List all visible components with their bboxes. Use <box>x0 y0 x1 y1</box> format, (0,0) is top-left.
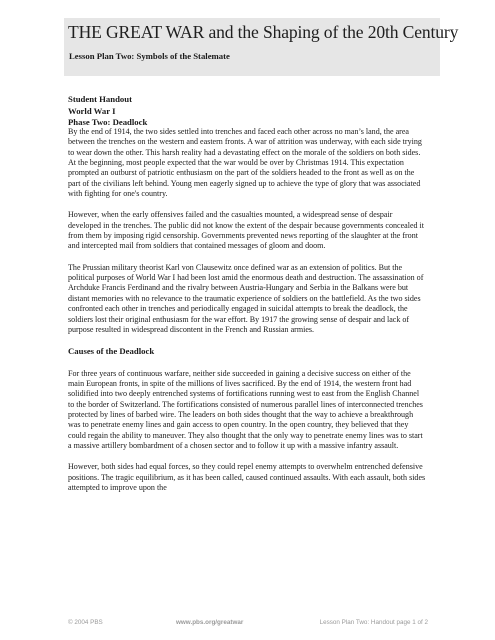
handout-label <box>68 94 147 129</box>
paragraph: By the end of 1914, the two sides settled into trenches and faced each other across no man’s land, the area between the trenches on the western and eastern fronts. A war of attrition was underway, with each side trying to wear down the other. This harsh reality had a devastating effect on the morale of the soldiers on both sides. At the beginning, most people expected that the war would be over by Christmas 1914. This expectation prompted an outburst of patriotic enthusiasm on the part of the soldiers headed to the front as well as on the part of the civilians left behind. Young men eagerly signed up to achieve the type of glory that was associated with fighting for one's country. <box>68 127 422 199</box>
section-heading: Causes of the Deadlock <box>68 346 155 357</box>
lesson-subtitle: Lesson Plan Two: Symbols of the Stalemate <box>69 51 230 61</box>
footer-page-number: Lesson Plan Two: Handout page 1 of 2 <box>319 619 428 626</box>
handout-line-2: World War I <box>68 105 116 116</box>
document-title: THE GREAT WAR and the Shaping of the 20th Century <box>68 22 459 42</box>
footer-copyright: © 2004 PBS <box>68 619 103 626</box>
footer-url[interactable]: www.pbs.org/greatwar <box>176 619 244 626</box>
handout-line-1: Student Handout <box>68 94 132 104</box>
paragraph: However, both sides had equal forces, so they could repel enemy attempts to overwhelm entrenched defensive positions. The tragic equilibrium, as it has been called, caused continued assaults. With each assault, both sides attempted to improve upon the <box>68 462 426 492</box>
page-footer <box>68 619 428 629</box>
handout-line-3: Phase Two: Deadlock <box>68 117 148 128</box>
paragraph: However, when the early offensives failed and the casualties mounted, a widespread sense of despair developed in the trenches. The public did not know the extent of the despair because governments concealed it from them by imposing rigid censorship. Governments prevented news reporting of the slaughter at the front and intercepted mail from soldiers that contained messages of gloom and doom. <box>68 210 425 251</box>
paragraph: For three years of continuous warfare, neither side succeeded in gaining a decisive success on either of the main European fronts, in spite of the millions of lives sacrificed. By the end of 1914, the western front had solidified into two deeply entrenched systems of fortifications running west to east from the English Channel to the border of Switzerland. The fortifications consisted of numerous parallel lines of interconnected trenches protected by lines of barbed wire. The leaders on both sides thought that the way to achieve a breakthrough was to penetrate enemy lines and gain access to open country. In the open country, they believed that they could regain the ability to maneuver. They also thought that the only way to penetrate enemy lines was to start a massive artillery bombardment of a chosen sector and to follow it up with a massive infantry assault. <box>68 368 423 450</box>
paragraph: The Prussian military theorist Karl von Clausewitz once defined war as an extension of politics. But the political purposes of World War I had been lost amid the enormous death and destruction. The assassination of Archduke Francis Ferdinand and the rivalry between Austria-Hungary and Serbia in the Balkans were but distant memories with no relevance to the traumatic experience of soldiers on the battlefield. As the two sides confronted each other in trenches and periodically engaged in suicidal attempts to break the deadlock, the soldiers lost their original enthusiasm for the war effort. By 1917 the growing sense of despair and lack of purpose resulted in widespread discontent in the French and Russian armies. <box>68 262 424 334</box>
document-body <box>68 127 426 504</box>
